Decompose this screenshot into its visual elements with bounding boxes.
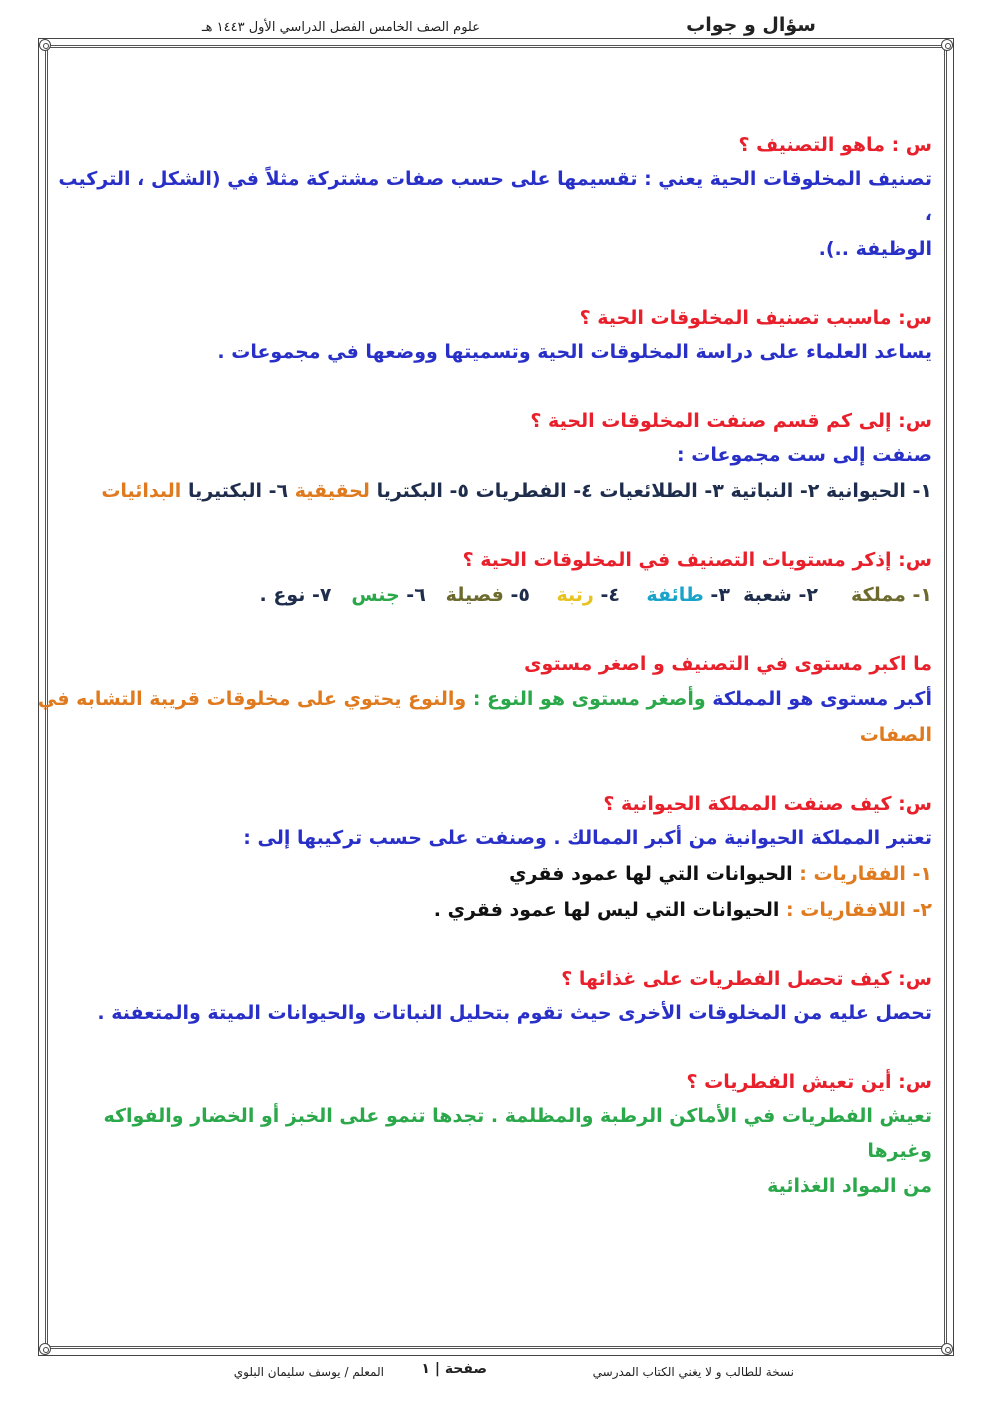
answer-line: الصفات [859,724,932,746]
header-title: سؤال و جواب [686,14,816,36]
section-classification [56,128,932,267]
section-fungi-food [56,962,932,1031]
groups-six: ٦- البكتيريا [181,480,295,502]
level-kingdom: ١- مملكة [851,584,932,606]
level-phylum: ٢- شعبة [743,584,818,606]
answer-line: تعيش الفطريات في الأماكن الرطبة والمظلمة . تجدها تنمو على الخبز أو الخضار والفواكه وغيرها [103,1105,932,1162]
section-reason [56,301,932,370]
answer-line: تحصل عليه من المخلوقات الأخرى حيث تقوم بتحليل النباتات والحيوانات الميتة والمتعفنة . [97,1002,932,1024]
section-biggest-smallest [37,647,932,753]
level-genus: جنس [351,584,400,606]
question: س: إذكر مستويات التصنيف في المخلوقات الحية ؟ [462,549,932,571]
levels-list [56,577,932,613]
level-order: رتبة [556,584,594,606]
answer-line: تصنيف المخلوقات الحية يعني : تقسيمها على حسب صفات مشتركة مثلاً في (الشكل ، التركيب ، [58,168,932,225]
item-label: ١- الفقاريات : [792,863,932,885]
level-genus-num: ٦- [399,584,426,606]
level-class-num: ٣- [703,584,730,606]
level-class: طائفة [646,584,704,606]
answer-part-biggest: أكبر مستوى هو المملكة [705,688,932,710]
level-family: فصيلة [445,584,504,606]
corner-ornament-bottom-right [941,1343,953,1355]
answer-line [37,681,932,717]
section-levels [56,543,932,613]
groups-list [56,473,932,509]
level-species: ٧- نوع . [259,584,332,606]
answer-part-species: والنوع يحتوي على مخلوقات قريبة التشابه في [37,688,467,710]
footer-page-number: صفحة | ١ [421,1361,487,1377]
section-animal-kingdom [56,787,932,928]
list-item [56,856,932,892]
answer-line: من المواد الغذائية [767,1175,932,1197]
item-label: ٢- اللافقاريات : [779,899,932,921]
corner-ornament-bottom-left [39,1343,51,1355]
groups-main: ١- الحيوانية ٢- النباتية ٣- الطلائعيات ٤- الفطريات ٥- البكتريا [369,480,932,502]
groups-ancient-word: البدائيات [101,480,182,502]
answer-line: صنفت إلى ست مجموعات : [677,444,932,466]
answer-line: الوظيفة ..). [818,238,932,260]
corner-ornament-top-left [39,39,51,51]
answer-line: يساعد العلماء على دراسة المخلوقات الحية وتسميتها ووضعها في مجموعات . [217,341,932,363]
footer-note: نسخة للطالب و لا يغني الكتاب المدرسي [592,1365,794,1379]
question: س: كيف صنفت المملكة الحيوانية ؟ [603,793,932,815]
footer-teacher: المعلم / يوسف سليمان البلوي [233,1365,384,1379]
header-course: علوم الصف الخامس الفصل الدراسي الأول ١٤٤٣ هـ [201,20,480,35]
question: س: ماسبب تصنيف المخلوقات الحية ؟ [579,307,932,329]
question: س: إلى كم قسم صنفت المخلوقات الحية ؟ [530,410,932,432]
item-text: الحيوانات التي لها عمود فقري [509,863,793,885]
section-fungi-habitat [56,1065,932,1204]
qa-content [37,128,932,1238]
level-order-num: ٤- [593,584,620,606]
question: س: كيف تحصل الفطريات على غذائها ؟ [561,968,932,990]
answer-line: تعتبر المملكة الحيوانية من أكبر الممالك . وصنفت على حسب تركيبها إلى : [243,827,932,849]
question: ما اكبر مستوى في التصنيف و اصغر مستوى [524,653,932,675]
level-family-num: ٥- [503,584,530,606]
question: س : ماهو التصنيف ؟ [738,134,932,156]
corner-ornament-top-right [941,39,953,51]
answer-part-smallest: وأصغر مستوى هو النوع : [466,688,706,710]
question: س: أين تعيش الفطريات ؟ [686,1071,932,1093]
item-text: الحيوانات التي ليس لها عمود فقري . [433,899,780,921]
section-groups [56,404,932,509]
groups-true-word: لحقيقية [294,480,370,502]
list-item [56,892,932,928]
